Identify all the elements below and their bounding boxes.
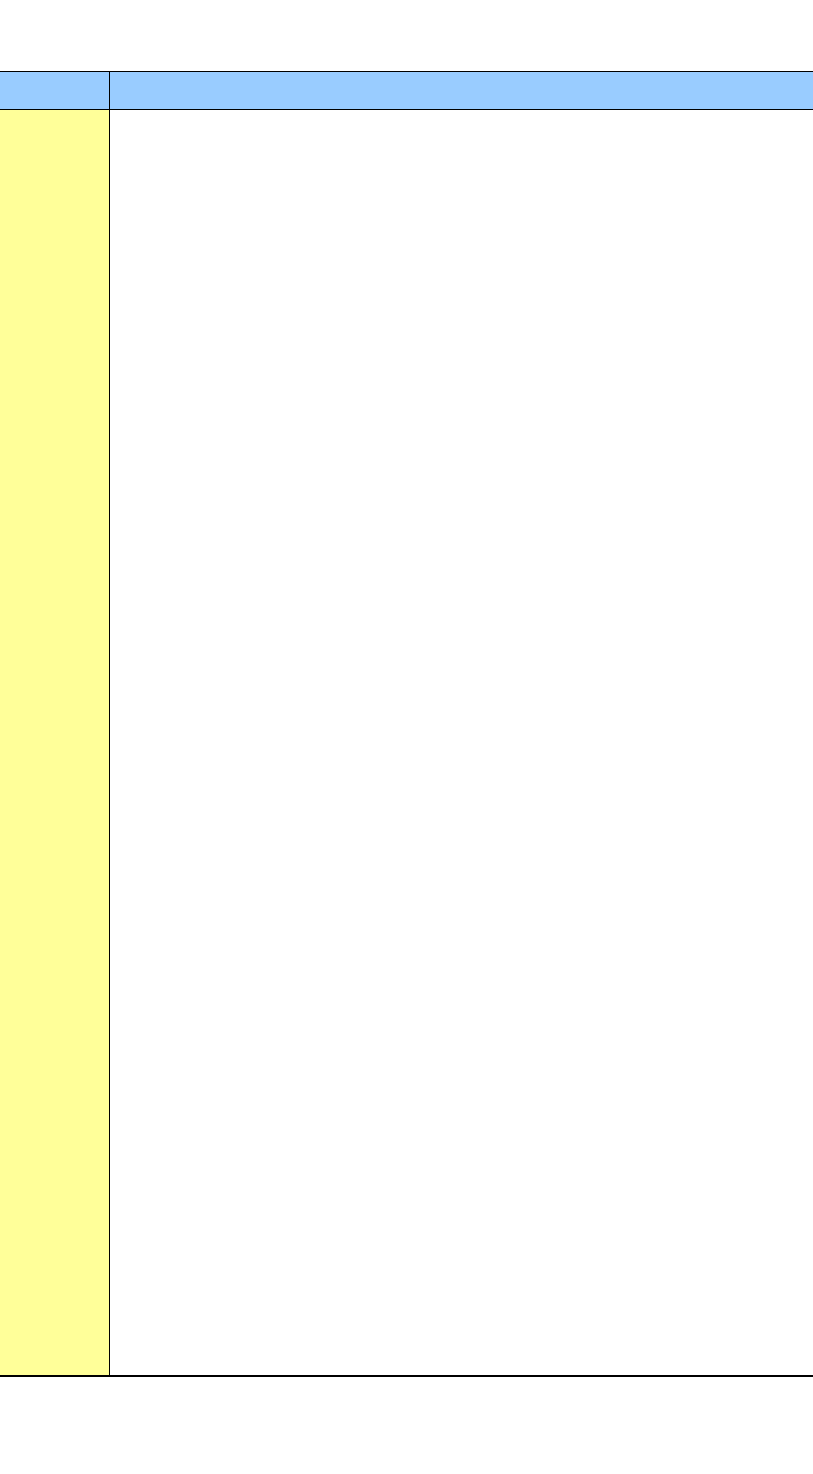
header-region [0,72,110,110]
data-table [0,71,813,1377]
region-column-background [0,72,110,1375]
table-header-row [0,72,813,110]
